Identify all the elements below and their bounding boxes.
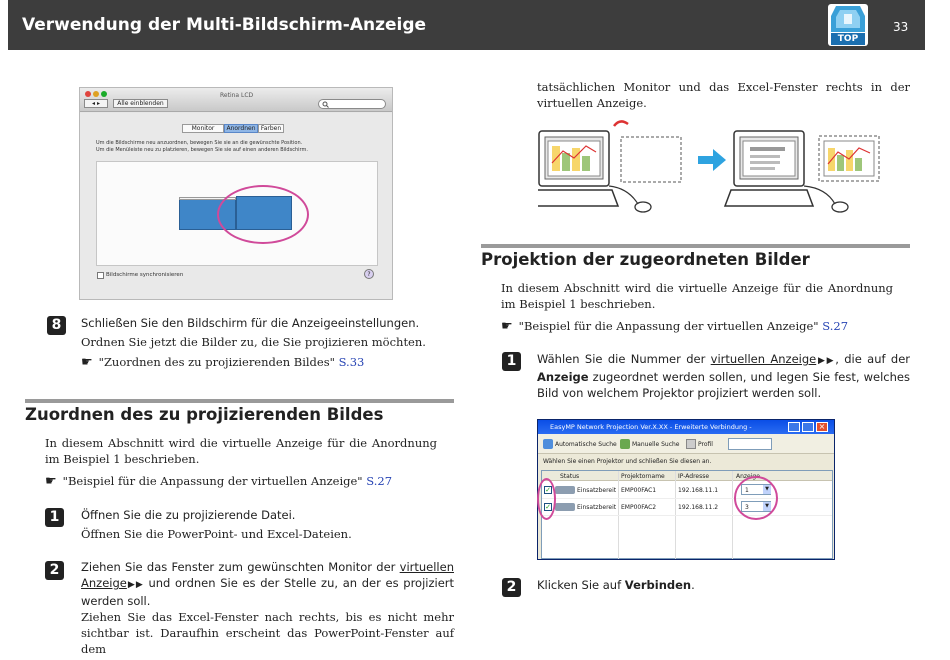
row-2-status: Einsatzbereit: [577, 504, 617, 511]
page-number: 33: [893, 20, 909, 34]
left-intro: In diesem Abschnitt wird die virtuelle Anzeige für die Anordnung im Beispiel 1 beschrieben.: [45, 436, 437, 466]
section-rule: [481, 244, 910, 248]
step-8-number: 8: [47, 316, 66, 335]
manual-search-icon: [620, 439, 630, 449]
show-all-button[interactable]: Alle einblenden: [113, 99, 168, 108]
computer-before: [538, 131, 651, 212]
virtual-display-before: [621, 137, 681, 182]
projector-icon: [555, 503, 575, 511]
tab-anordnen[interactable]: Anordnen: [224, 124, 258, 133]
col-status[interactable]: Status: [560, 473, 580, 480]
sync-checkbox[interactable]: [97, 272, 104, 279]
pointing-hand-icon: ☛: [81, 355, 93, 370]
minimize-dot: [93, 91, 99, 97]
glossary-link[interactable]: virtuellen Anzeige: [81, 560, 454, 590]
chevron-down-icon: ▼: [763, 502, 771, 511]
step-1-text-left: Öffnen Sie die zu projizierende Datei.: [81, 508, 296, 522]
monitor-illustration: [538, 118, 883, 218]
right-reference: ☛ "Beispiel für die Anpassung der virtuellen Anzeige" S.27: [501, 319, 849, 334]
help-button[interactable]: ?: [364, 269, 374, 279]
row-1-status: Einsatzbereit: [577, 487, 617, 494]
highlight-circle: [734, 476, 778, 520]
step-8-text: Schließen Sie den Bildschirm für die Anzeigeeinstellungen.: [81, 316, 420, 330]
row-2-ip: 192.168.11.2: [678, 504, 719, 511]
row-divider: [542, 498, 832, 499]
profile-select[interactable]: [728, 438, 772, 450]
row-1-display-select[interactable]: 1 ▼: [741, 484, 771, 495]
row-divider: [542, 515, 832, 516]
highlight-circle: [217, 185, 309, 244]
step-1-number-right: 1: [502, 352, 521, 371]
step-2-number-left: 2: [45, 561, 64, 580]
projector-icon: [555, 486, 575, 494]
close-icon[interactable]: ×: [816, 422, 828, 432]
glossary-arrow-icon: ▶▶: [126, 580, 144, 590]
zoom-dot: [101, 91, 107, 97]
page-link[interactable]: S.27: [822, 319, 849, 333]
instruction-text: Wählen Sie einen Projektor und schließen Sie diesen an.: [543, 458, 712, 465]
step-2-number-right: 2: [502, 578, 521, 597]
pointing-hand-icon: ☛: [501, 319, 513, 334]
minimize-icon[interactable]: [788, 422, 800, 432]
col-ip[interactable]: IP-Adresse: [678, 473, 710, 480]
highlight-circle: [537, 478, 556, 520]
step-1-number-left: 1: [45, 508, 64, 527]
tab-farben[interactable]: Farben: [258, 124, 284, 133]
page-link[interactable]: S.27: [366, 474, 393, 488]
top-label[interactable]: TOP: [837, 34, 859, 44]
col-name[interactable]: Projektorname: [621, 473, 665, 480]
step-2-sub-left: Ziehen Sie das Excel-Fenster nach rechts, bis es nicht mehr sichtbar ist. Daraufhin erscheint das PowerPoint-Fenster auf dem: [81, 610, 454, 656]
tab-monitor[interactable]: Monitor: [182, 124, 224, 133]
row-1-ip: 192.168.11.1: [678, 487, 719, 494]
easymp-screenshot: [537, 419, 835, 560]
step-2-text-right: Klicken Sie auf Verbinden.: [537, 578, 695, 592]
profile-button[interactable]: Profil: [698, 441, 713, 448]
right-intro: In diesem Abschnitt wird die virtuelle Anzeige für die Anordnung im Beispiel 1 beschrieben.: [501, 281, 893, 311]
chevron-down-icon: ▼: [763, 485, 771, 494]
maximize-icon[interactable]: [802, 422, 814, 432]
close-dot: [85, 91, 91, 97]
profile-icon: [686, 439, 696, 449]
section-rule: [25, 399, 454, 403]
auto-search-button[interactable]: Automatische Suche: [555, 441, 617, 448]
instruction-2: Um die Menüleiste neu zu platzieren, bewegen Sie sie auf einen anderen Bildschirm.: [96, 147, 308, 153]
row-1-checkbox[interactable]: ✓: [545, 486, 551, 494]
page-title: Verwendung der Multi-Bildschirm-Anzeige: [22, 15, 427, 35]
glossary-link[interactable]: virtuellen Anzeige: [710, 352, 817, 366]
sync-checkbox-label: Bildschirme synchronisieren: [106, 272, 184, 278]
col-display[interactable]: Anzeige: [736, 473, 760, 480]
step-1-sub-left: Öffnen Sie die PowerPoint- und Excel-Dateien.: [81, 527, 352, 541]
window-titlebar: EasyMP Network Projection Ver.X.XX - Erweiterte Verbindung -: [538, 420, 834, 434]
row-2-checkbox[interactable]: ✓: [545, 503, 551, 511]
step-2-text-left: Ziehen Sie das Fenster zum gewünschten Monitor der virtuellen Anzeige▶▶ und ordnen Sie es der Stelle zu, an der es projiziert werden soll.: [81, 560, 455, 608]
section-title-left: Zuordnen des zu projizierenden Bildes: [25, 405, 384, 424]
step-1-text-right: Wählen Sie die Nummer der virtuellen Anzeige▶▶, die auf der Anzeige zugeordnet werden sollen, und legen Sie fest, welches Bild von welchem Projektor projiziert werden soll.: [537, 352, 910, 400]
instruction-1: Um die Bildschirme neu anzuordnen, bewegen Sie sie an die gewünschte Position.: [96, 140, 303, 146]
section-title-right: Projektion der zugeordneten Bilder: [481, 250, 810, 269]
mac-toolbar: [80, 88, 392, 112]
row-2-display-select[interactable]: 3 ▼: [741, 501, 771, 512]
step-8-sub: Ordnen Sie jetzt die Bilder zu, die Sie projizieren möchten.: [81, 335, 426, 349]
row-2-name: EMP00FAC2: [621, 504, 657, 511]
back-forward-button[interactable]: ◂ ▸: [84, 99, 108, 108]
continued-text: tatsächlichen Monitor und das Excel-Fenster rechts in der virtuellen Anzeige.: [537, 80, 910, 110]
connect-label: Verbinden: [624, 578, 692, 592]
manual-search-button[interactable]: Manuelle Suche: [632, 441, 680, 448]
search-field[interactable]: [318, 99, 386, 109]
search-icon: [322, 101, 329, 108]
row-1-name: EMP00FAC1: [621, 487, 657, 494]
glossary-arrow-icon: ▶▶: [816, 356, 836, 366]
step-8-reference: ☛ "Zuordnen des zu projizierenden Bildes" S.33: [81, 355, 365, 370]
auto-search-icon: [543, 439, 553, 449]
left-reference: ☛ "Beispiel für die Anpassung der virtuellen Anzeige" S.27: [45, 474, 393, 489]
mac-display-settings-screenshot: [79, 87, 393, 300]
page-link[interactable]: S.33: [338, 355, 365, 369]
pointing-hand-icon: ☛: [45, 474, 57, 489]
window-title: Retina LCD: [220, 92, 254, 99]
right-arrow-icon: [698, 149, 726, 171]
